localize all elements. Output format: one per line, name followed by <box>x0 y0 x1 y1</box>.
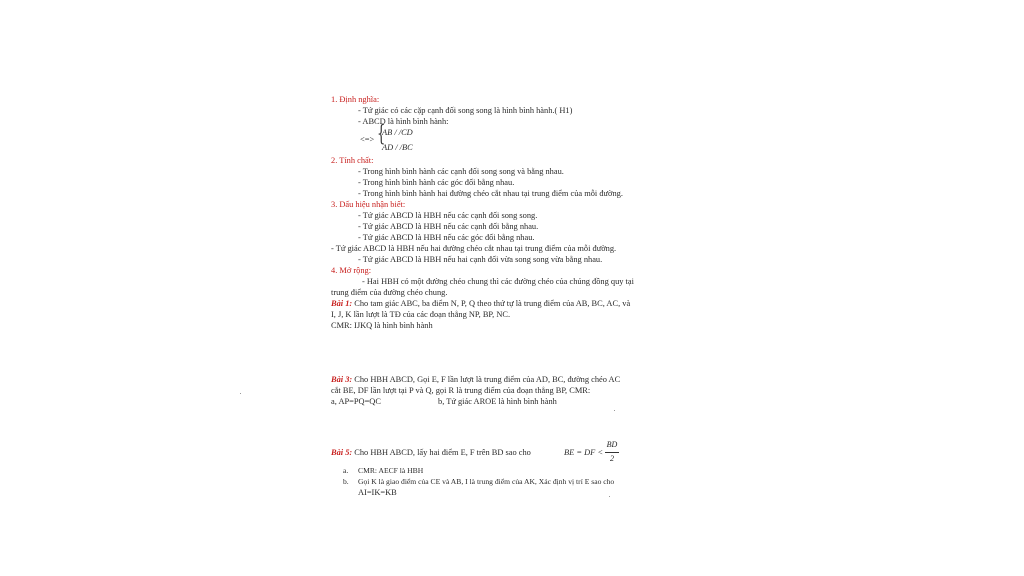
section-2-title: 2. Tính chất: <box>331 156 374 165</box>
fraction-numerator: BD <box>606 440 618 449</box>
definition-line-1: - Tứ giác có các cặp cạnh đối song song là hình bình hành.( H1) <box>358 106 573 115</box>
exercise-3-line-2: cắt BE, DF lần lượt tại P và Q, gọi R là trung điểm của đoạn thẳng BP, CMR: <box>331 386 591 395</box>
sign-line-1: - Tứ giác ABCD là HBH nếu các cạnh đối song song. <box>358 211 538 220</box>
exercise-3-line-1: Bài 3: Cho HBH ABCD, Gọi E, F lần lượt là trung điểm của AD, BC, đường chéo AC <box>331 375 621 384</box>
exercise-1-line-2: I, J, K lần lượt là TĐ của các đoạn thẳng NP, BP, NC. <box>331 310 511 319</box>
system-brace: { <box>377 122 386 147</box>
speck <box>240 393 241 394</box>
exercise-5-marker-b: b. <box>343 477 349 486</box>
exercise-5-marker-a: a. <box>343 466 349 475</box>
exercise-1-label: Bài 1: <box>331 299 353 308</box>
extension-line-2: trung điểm của đường chéo chung. <box>331 288 448 297</box>
exercise-1-line-3: CMR: IJKQ là hình bình hành <box>331 321 433 330</box>
sign-line-4: - Tứ giác ABCD là HBH nếu hai đường chéo cắt nhau tại trung điểm của mỗi đường. <box>331 244 617 253</box>
exercise-5-part-a: CMR: AECF là HBH <box>358 466 424 475</box>
exercise-5-part-b-continued: AI=IK=KB <box>358 488 397 497</box>
exercise-5-line-1: Bài 5: Cho HBH ABCD, lấy hai điểm E, F trên BD sao cho <box>331 448 531 457</box>
section-1-title: 1. Định nghĩa: <box>331 95 380 104</box>
exercise-1-line-1: Bài 1: Cho tam giác ABC, ba điểm N, P, Q theo thứ tự là trung điểm của AB, BC, AC, và <box>331 299 631 308</box>
exercise-3-label: Bài 3: <box>331 375 353 384</box>
fraction-denominator: 2 <box>610 454 614 463</box>
section-4-title: 4. Mở rộng: <box>331 266 372 275</box>
exercise-5-label: Bài 5: <box>331 448 353 457</box>
exercise-3-part-b: b, Tứ giác AROE là hình bình hành <box>438 397 557 406</box>
property-line-2: - Trong hình bình hành các góc đối bằng nhau. <box>358 178 515 187</box>
sign-line-5: - Tứ giác ABCD là HBH nếu hai cạnh đối vừa song song vừa bằng nhau. <box>358 255 603 264</box>
math-condition-2: AD / /BC <box>382 143 413 152</box>
equivalence-arrow: <=> <box>360 135 375 144</box>
fraction-bar <box>605 452 619 453</box>
section-3-title: 3. Dấu hiệu nhận biết: <box>331 200 406 209</box>
speck <box>614 410 615 411</box>
math-condition-1: AB / /CD <box>382 128 413 137</box>
exercise-5-part-b: Gọi K là giao điểm của CE và AB, I là trung điểm của AK, Xác định vị trí E sao cho <box>358 477 615 486</box>
property-line-3: - Trong hình bình hành hai đường chéo cắt nhau tại trung điểm của mỗi đường. <box>358 189 623 198</box>
extension-line-1: - Hai HBH có một đường chéo chung thì các đường chéo của chúng đồng quy tại <box>362 277 634 286</box>
property-line-1: - Trong hình bình hành các cạnh đối song song và bằng nhau. <box>358 167 564 176</box>
speck <box>609 496 610 497</box>
sign-line-3: - Tứ giác ABCD là HBH nếu các góc đối bằng nhau. <box>358 233 535 242</box>
sign-line-2: - Tứ giác ABCD là HBH nếu các cạnh đối bằng nhau. <box>358 222 539 231</box>
exercise-3-part-a: a, AP=PQ=QC <box>331 397 381 406</box>
formula-lhs: BE = DF < <box>564 448 603 457</box>
definition-line-2: - ABCD là hình bình hành: <box>358 117 449 126</box>
